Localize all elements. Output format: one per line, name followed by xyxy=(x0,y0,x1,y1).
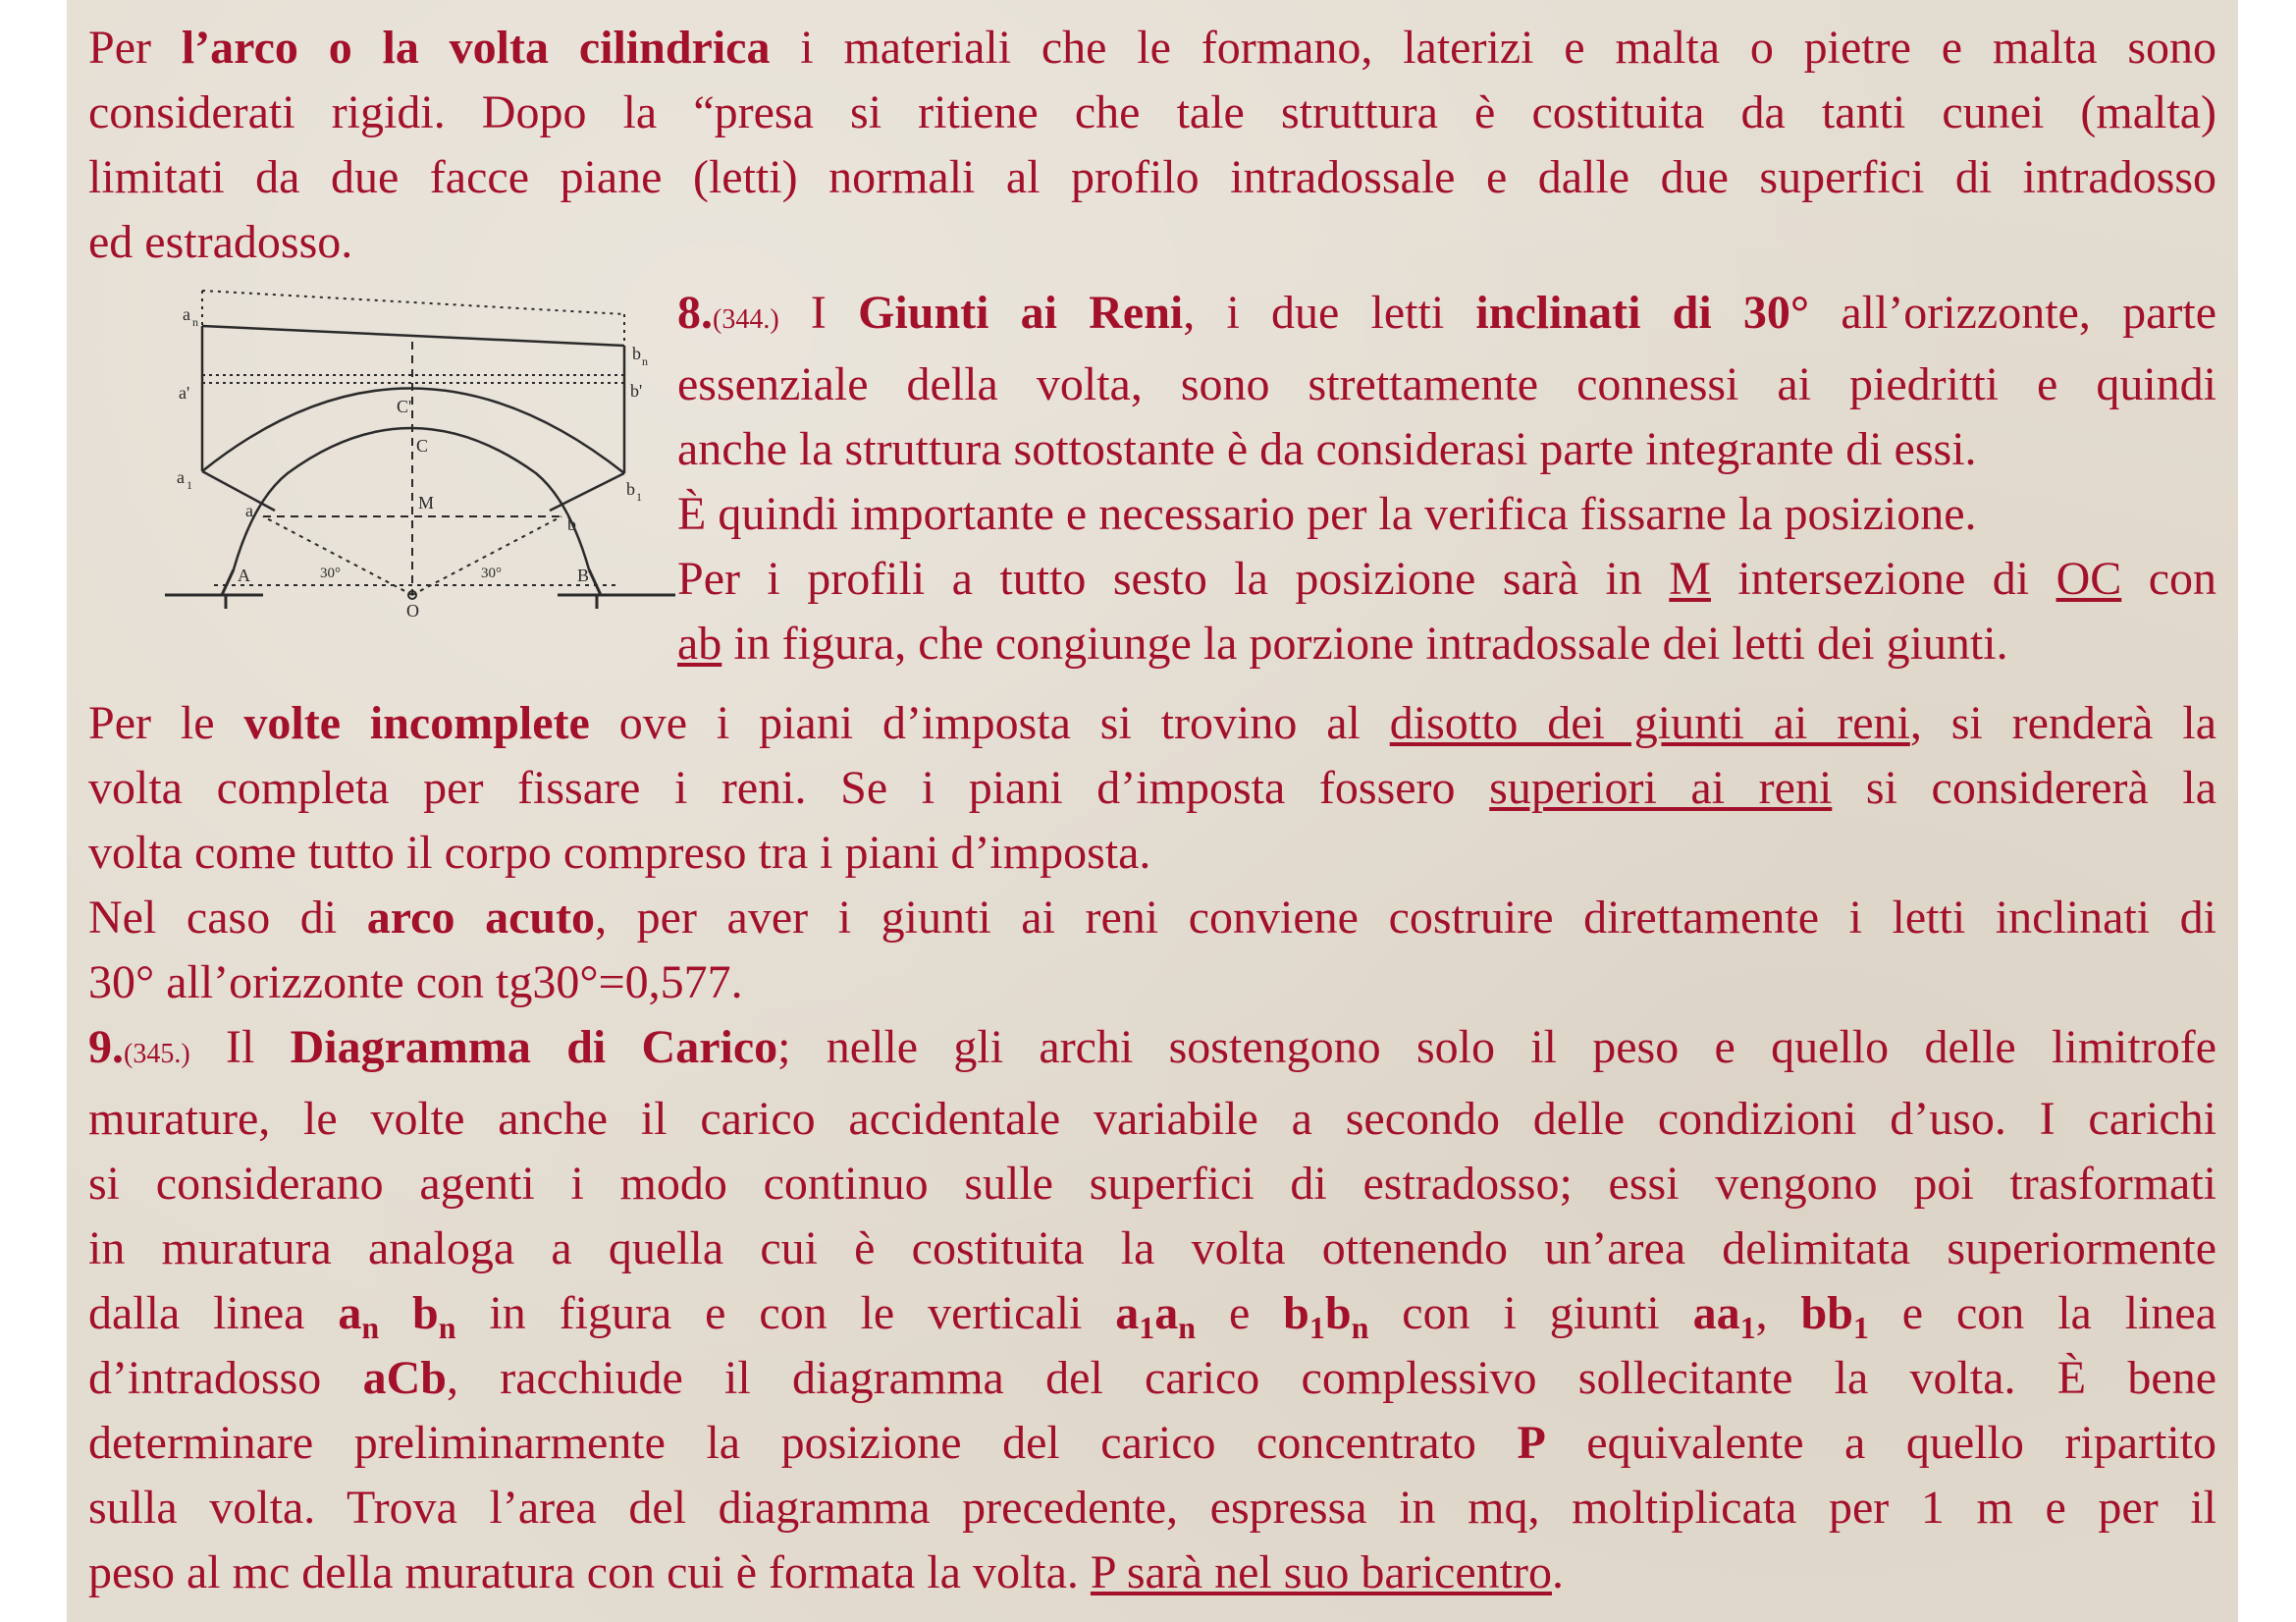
bold-term: arco acuto xyxy=(366,892,596,944)
text-line: ed estradosso. xyxy=(88,216,353,268)
text-line: Per le volte incomplete ove i piani d’imposta si trovino al disotto dei giunti ai reni, si renderà la xyxy=(88,697,2217,749)
text-line: 8.(344.) I Giunti ai Reni, i due letti inclinati di 30° all’orizzonte, parte xyxy=(677,287,2216,339)
text-line: Per i profili a tutto sesto la posizione sarà in M intersezione di OC con xyxy=(677,553,2217,605)
label-a-prime: a' xyxy=(179,383,190,403)
text-line: volta completa per fissare i reni. Se i piani d’imposta fossero superiori ai reni si considererà la xyxy=(88,762,2217,814)
label-b: b xyxy=(567,514,576,534)
subscript: 1 xyxy=(1852,1310,1869,1345)
text-line: dalla linea $a_n$ $b_n$ in figura e con le verticali $a_1a_n$ e $b_1b_n$ con i giunti $aa_1$, $bb_1$ e con la linea xyxy=(88,1287,2217,1345)
underlined-term: OC xyxy=(2056,553,2122,605)
label-a1-sub: 1 xyxy=(187,478,192,492)
subscript: 1 xyxy=(1139,1310,1155,1345)
paragraph-arco-acuto xyxy=(88,886,2216,1015)
symbol: a xyxy=(1154,1287,1179,1339)
bold-term: volte incomplete xyxy=(243,697,590,749)
subscript: n xyxy=(1351,1310,1369,1345)
underlined-term: ab xyxy=(677,618,722,670)
paragraph-volte-incomplete xyxy=(88,691,2216,886)
label-bn-sub: n xyxy=(642,354,648,368)
section-number: 9. xyxy=(88,1021,124,1073)
subscript: n xyxy=(1178,1310,1197,1345)
text-line: sulla volta. Trova l’area del diagramma precedente, espressa in mq, moltiplicata per 1 m e per il xyxy=(88,1482,2216,1534)
label-a1: a xyxy=(177,467,185,487)
text-line: peso al mc della muratura con cui è formata la volta. P sarà nel suo baricentro. xyxy=(88,1546,1564,1598)
bold-term: Diagramma di Carico xyxy=(290,1021,778,1073)
load-line-dotted xyxy=(202,291,624,314)
text-line: anche la struttura sottostante è da considerasi parte integrante di essi. xyxy=(677,423,1977,475)
paragraph-giunti-reni xyxy=(677,281,2216,676)
pier-left xyxy=(222,569,234,609)
underlined-term: superiori ai reni xyxy=(1489,762,1833,814)
paragraph-diagramma-carico xyxy=(88,1015,2216,1605)
label-bn: b xyxy=(632,344,641,363)
underlined-term: P sarà nel suo baricentro xyxy=(1090,1546,1552,1598)
symbol: b xyxy=(1324,1287,1352,1339)
bold-term: P xyxy=(1517,1417,1546,1469)
text-line: 30° all’orizzonte con tg30°=0,577. xyxy=(88,956,743,1008)
section-ref: (344.) xyxy=(713,304,779,335)
arch-diagram-figure xyxy=(165,265,675,638)
label-c: C xyxy=(416,436,429,456)
label-o: O xyxy=(406,601,419,621)
text-line: 9.(345.) Il Diagramma di Carico; nelle gli archi sostengono solo il peso e quello delle limitrofe xyxy=(88,1021,2216,1073)
text-line: in muratura analoga a quella cui è costituita la volta ottenendo un’area delimitata superiormente xyxy=(88,1222,2216,1274)
label-angle-right: 30° xyxy=(481,566,502,581)
subscript: n xyxy=(438,1310,456,1345)
label-A: A xyxy=(238,566,250,585)
symbol: bb xyxy=(1800,1287,1853,1339)
symbol: b xyxy=(1283,1287,1309,1339)
bold-term: l’arco o la volta cilindrica xyxy=(181,22,771,74)
text-line: limitati da due facce piane (letti) normali al profilo intradossale e dalle due superfici di intradosso xyxy=(88,151,2216,203)
text-line: si considerano agenti i modo continuo sulle superfici di estradosso; essi vengono poi trasformati xyxy=(88,1158,2216,1210)
bold-term: Giunti ai Reni xyxy=(858,287,1184,339)
joint-bb1 xyxy=(550,473,624,511)
text-line: d’intradosso aCb, racchiude il diagramma del carico complessivo sollecitante la volta. È bene xyxy=(88,1352,2216,1404)
symbol: a xyxy=(1115,1287,1140,1339)
label-b1: b xyxy=(626,479,635,499)
text-line: considerati rigidi. Dopo la “presa si ritiene che tale struttura è costituita da tanti cunei (malta) xyxy=(88,86,2216,138)
label-b-prime: b' xyxy=(630,381,643,401)
paragraph-arco-volta xyxy=(88,16,2216,275)
pier-right xyxy=(589,569,601,609)
text-line: determinare preliminarmente la posizione del carico concentrato P equivalente a quello ripartito xyxy=(88,1417,2217,1469)
symbol: b xyxy=(379,1287,439,1339)
label-b1-sub: 1 xyxy=(636,490,642,504)
section-ref: (345.) xyxy=(124,1039,190,1069)
text-line: murature, le volte anche il carico accidentale variabile a secondo delle condizioni d’uso. I carichi xyxy=(88,1093,2216,1145)
symbol: aa xyxy=(1692,1287,1740,1339)
bold-term: inclinati di 30° xyxy=(1475,287,1810,339)
subscript: 1 xyxy=(1308,1310,1325,1345)
label-an: a xyxy=(183,304,190,324)
label-B: B xyxy=(577,566,590,585)
label-c-prime: C' xyxy=(397,397,412,416)
text-line: volta come tutto il corpo compreso tra i piani d’imposta. xyxy=(88,827,1151,879)
radius-ob xyxy=(412,516,561,595)
text-line: Per l’arco o la volta cilindrica i materiali che le formano, laterizi e malta o pietre e malta sono xyxy=(88,22,2216,74)
text-line: essenziale della volta, sono strettamente connessi ai piedritti e quindi xyxy=(677,358,2216,410)
section-number: 8. xyxy=(677,287,713,339)
text-line: ab in figura, che congiunge la porzione intradossale dei letti dei giunti. xyxy=(677,618,2008,670)
underlined-term: disotto dei giunti ai reni xyxy=(1389,697,1910,749)
subscript: 1 xyxy=(1739,1310,1756,1345)
bold-term: aCb xyxy=(362,1352,447,1404)
symbol: a xyxy=(338,1287,362,1339)
text-line: È quindi importante e necessario per la verifica fissarne la posizione. xyxy=(677,488,1977,540)
label-a: a xyxy=(245,501,253,520)
underlined-term: M xyxy=(1669,553,1711,605)
joint-aa1 xyxy=(202,471,275,511)
text-line: Nel caso di arco acuto, per aver i giunti ai reni conviene costruire direttamente i letti inclinati di xyxy=(88,892,2216,944)
document-page xyxy=(67,0,2238,1622)
label-angle-left: 30° xyxy=(320,566,341,581)
radius-oa xyxy=(263,516,412,595)
label-m: M xyxy=(418,493,435,513)
subscript: n xyxy=(361,1310,380,1345)
label-an-sub: n xyxy=(192,315,198,329)
arch-diagram-svg xyxy=(165,265,675,638)
